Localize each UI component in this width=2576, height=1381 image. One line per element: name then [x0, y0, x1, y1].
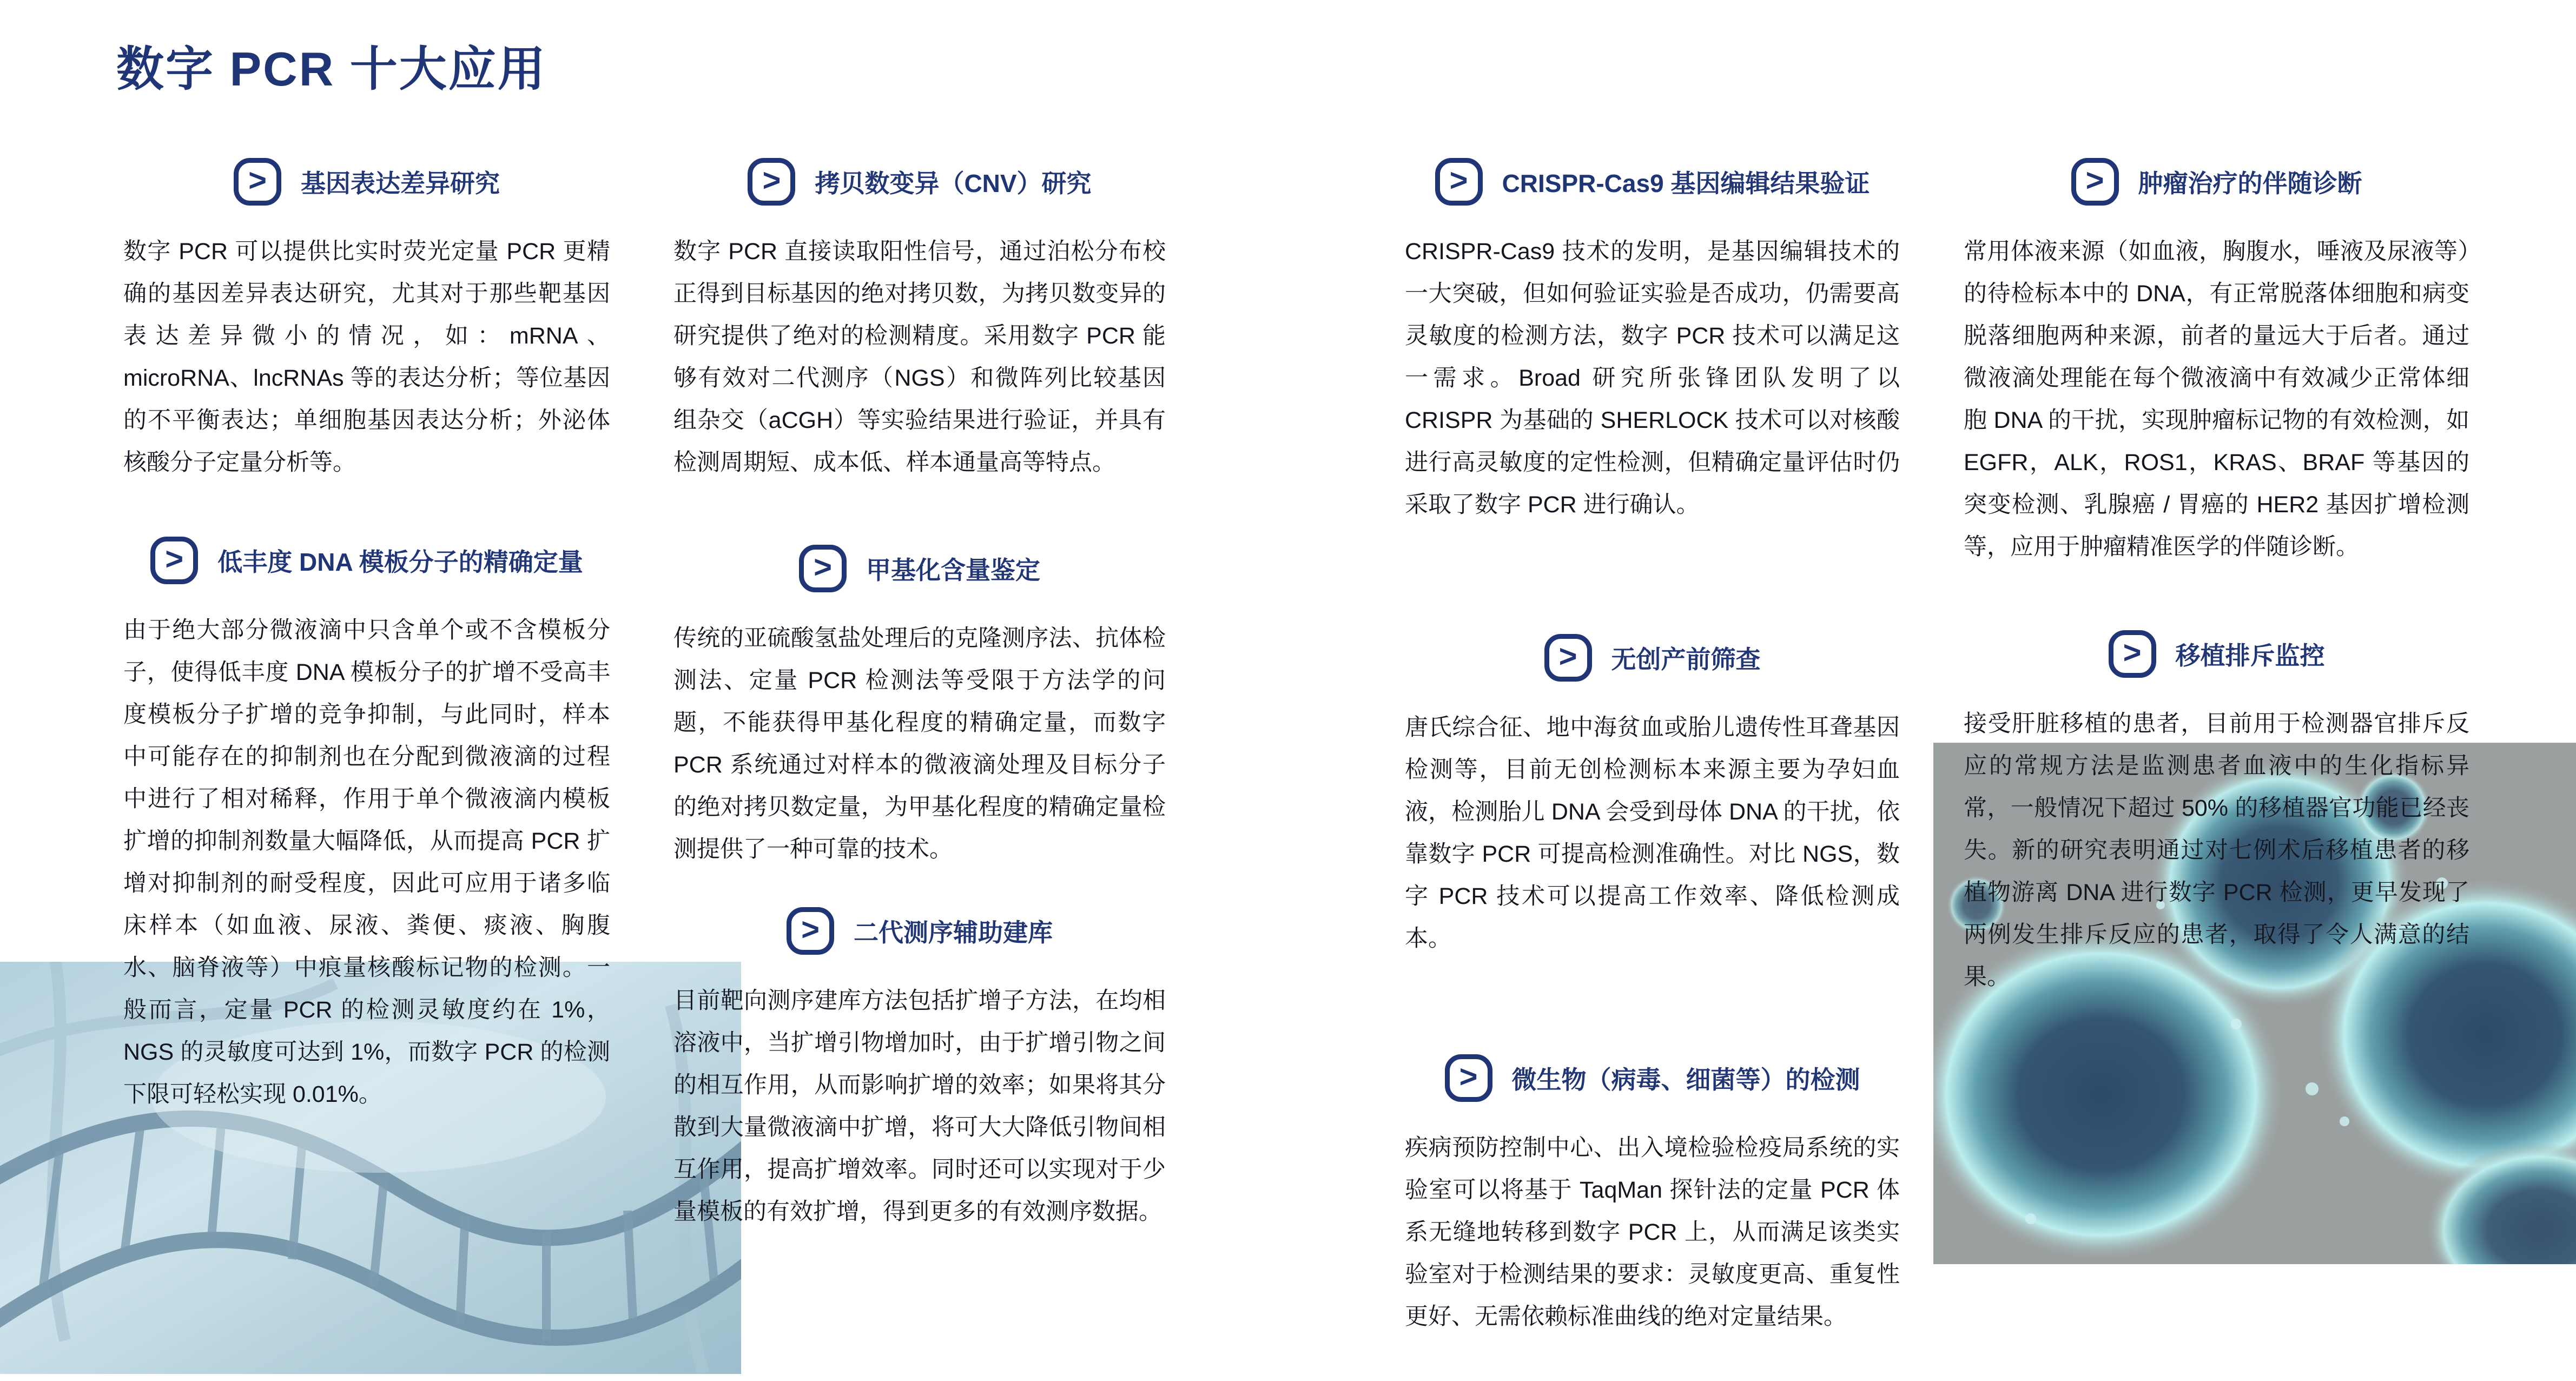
section-cnv-research: [673, 158, 1166, 484]
section-title: 甲基化含量鉴定: [866, 556, 1040, 584]
section-title: 肿瘤治疗的伴随诊断: [2138, 169, 2362, 197]
section-nipt-screening: [1405, 634, 1900, 960]
column-4: [1964, 158, 2469, 998]
section-title: 二代测序辅助建库: [854, 919, 1053, 947]
section-title: 移植排斥监控: [2175, 642, 2325, 670]
section-header: [673, 907, 1166, 955]
section-gene-expression-difference: [123, 158, 610, 484]
section-title: 拷贝数变异（CNV）研究: [815, 169, 1092, 197]
section-title: 无创产前筛查: [1611, 645, 1761, 673]
chevron-right-icon: >: [2109, 630, 2156, 678]
section-tumor-companion-diagnosis: [1964, 158, 2469, 568]
chevron-right-icon: >: [1435, 158, 1483, 206]
section-header: [123, 537, 610, 584]
section-body: 接受肝脏移植的患者，目前用于检测器官排斥反应的常规方法是监测患者血液中的生化指标异常，一般情况下超过 50% 的移植器官功能已经丧失。新的研究表明通过对七例术后移植患者的移植物游离 DNA 进行数字 PCR 检测，更早发现了两例发生排斥反应的患者，取得了令人满意的结果。: [1964, 711, 2469, 990]
section-header: [673, 545, 1166, 592]
section-body: CRISPR-Cas9 技术的发明，是基因编辑技术的一大突破，但如何验证实验是否成功，仍需要高灵敏度的检测方法，数字 PCR 技术可以满足这一需求。Broad 研究所张锋团队发明了以 CRISPR 为基础的 SHERLOCK 技术可以对核酸进行高灵敏度的定性检测，但精确定量评估时仍采取了数字 PCR 进行确认。: [1405, 239, 1900, 518]
section-header: [1964, 630, 2469, 678]
chevron-right-icon: >: [234, 158, 281, 206]
section-body: 数字 PCR 可以提供比实时荧光定量 PCR 更精确的基因差异表达研究，尤其对于那些靶基因表达差异微小的情况，如：mRNA、microRNA、lncRNAs 等的表达分析；等位基因的不平衡表达；单细胞基因表达分析；外泌体核酸分子定量分析等。: [123, 239, 610, 475]
section-title: 基因表达差异研究: [301, 169, 500, 197]
section-body: 目前靶向测序建库方法包括扩增子方法，在均相溶液中，当扩增引物增加时，由于扩增引物之间的相互作用，从而影响扩增的效率；如果将其分散到大量微液滴中扩增，将可大大降低引物间相互作用，提高扩增效率。同时还可以实现对于少量模板的有效扩增，得到更多的有效测序数据。: [673, 988, 1166, 1225]
section-header: [123, 158, 610, 206]
column-3: [1405, 158, 1900, 1338]
section-body: 数字 PCR 直接读取阳性信号，通过泊松分布校正得到目标基因的绝对拷贝数，为拷贝数变异的研究提供了绝对的检测精度。采用数字 PCR 能够有效对二代测序（NGS）和微阵列比较基因组杂交（aCGH）等实验结果进行验证，并具有检测周期短、成本低、样本通量高等特点。: [673, 239, 1166, 475]
section-transplant-rejection-monitoring: [1964, 630, 2469, 998]
section-body: 常用体液来源（如血液，胸腹水，唾液及尿液等）的待检标本中的 DNA，有正常脱落体细胞和病变脱落细胞两种来源，前者的量远大于后者。通过微液滴处理能在每个微液滴中有效减少正常体细胞 DNA 的干扰，实现肿瘤标记物的有效检测，如 EGFR，ALK，ROS1，KRAS、BRAF 等基因的突变检测、乳腺癌 / 胃癌的 HER2 基因扩增检测等，应用于肿瘤精准医学的伴随诊断。: [1964, 239, 2469, 560]
chevron-right-icon: >: [2071, 158, 2119, 206]
section-body: 疾病预防控制中心、出入境检验检疫局系统的实验室可以将基于 TaqMan 探针法的定量 PCR 体系无缝地转移到数字 PCR 上，从而满足该类实验室对于检测结果的要求：灵敏度更高、重复性更好、无需依赖标准曲线的绝对定量结果。: [1405, 1135, 1900, 1330]
chevron-right-icon: >: [1544, 634, 1592, 682]
column-1: [123, 158, 610, 1115]
chevron-right-icon: >: [748, 158, 795, 206]
section-title: 低丰度 DNA 模板分子的精确定量: [217, 548, 583, 576]
section-low-abundance-dna-quantification: [123, 537, 610, 1115]
section-microorganism-detection: [1405, 1054, 1900, 1338]
page-title: 数字 PCR 十大应用: [116, 42, 547, 96]
section-header: [1405, 158, 1900, 206]
section-body: 唐氏综合征、地中海贫血或胎儿遗传性耳聋基因检测等，目前无创检测标本来源主要为孕妇血液，检测胎儿 DNA 会受到母体 DNA 的干扰，依靠数字 PCR 可提高检测准确性。对比 NGS，数字 PCR 技术可以提高工作效率、降低检测成本。: [1405, 715, 1900, 951]
chevron-right-icon: >: [787, 907, 834, 955]
section-header: [673, 158, 1166, 206]
chevron-right-icon: >: [799, 545, 847, 592]
column-2: [673, 158, 1166, 1233]
section-crispr-validation: [1405, 158, 1900, 526]
section-header: [1964, 158, 2469, 206]
chevron-right-icon: >: [150, 537, 198, 584]
section-header: [1405, 634, 1900, 682]
section-title: CRISPR-Cas9 基因编辑结果验证: [1502, 169, 1870, 197]
section-ngs-library-prep: [673, 907, 1166, 1233]
section-title: 微生物（病毒、细菌等）的检测: [1511, 1066, 1860, 1094]
section-header: [1405, 1054, 1900, 1102]
chevron-right-icon: >: [1445, 1054, 1492, 1102]
section-body: 由于绝大部分微液滴中只含单个或不含模板分子，使得低丰度 DNA 模板分子的扩增不受高丰度模板分子扩增的竞争抑制，与此同时，样本中可能存在的抑制剂也在分配到微液滴的过程中进行了相对稀释，作用于单个微液滴内模板扩增的抑制剂数量大幅降低，从而提高 PCR 扩增对抑制剂的耐受程度，因此可应用于诸多临床样本（如血液、尿液、粪便、痰液、胸腹水、脑脊液等）中痕量核酸标记物的检测。一般而言，定量 PCR 的检测灵敏度约在 1%，NGS 的灵敏度可达到 1%，而数字 PCR 的检测下限可轻松实现 0.01%。: [123, 617, 610, 1107]
section-body: 传统的亚硫酸氢盐处理后的克隆测序法、抗体检测法、定量 PCR 检测法等受限于方法学的问题，不能获得甲基化程度的精确定量，而数字 PCR 系统通过对样本的微液滴处理及目标分子的绝对拷贝数定量，为甲基化程度的精确定量检测提供了一种可靠的技术。: [673, 625, 1166, 862]
section-methylation-content: [673, 545, 1166, 870]
